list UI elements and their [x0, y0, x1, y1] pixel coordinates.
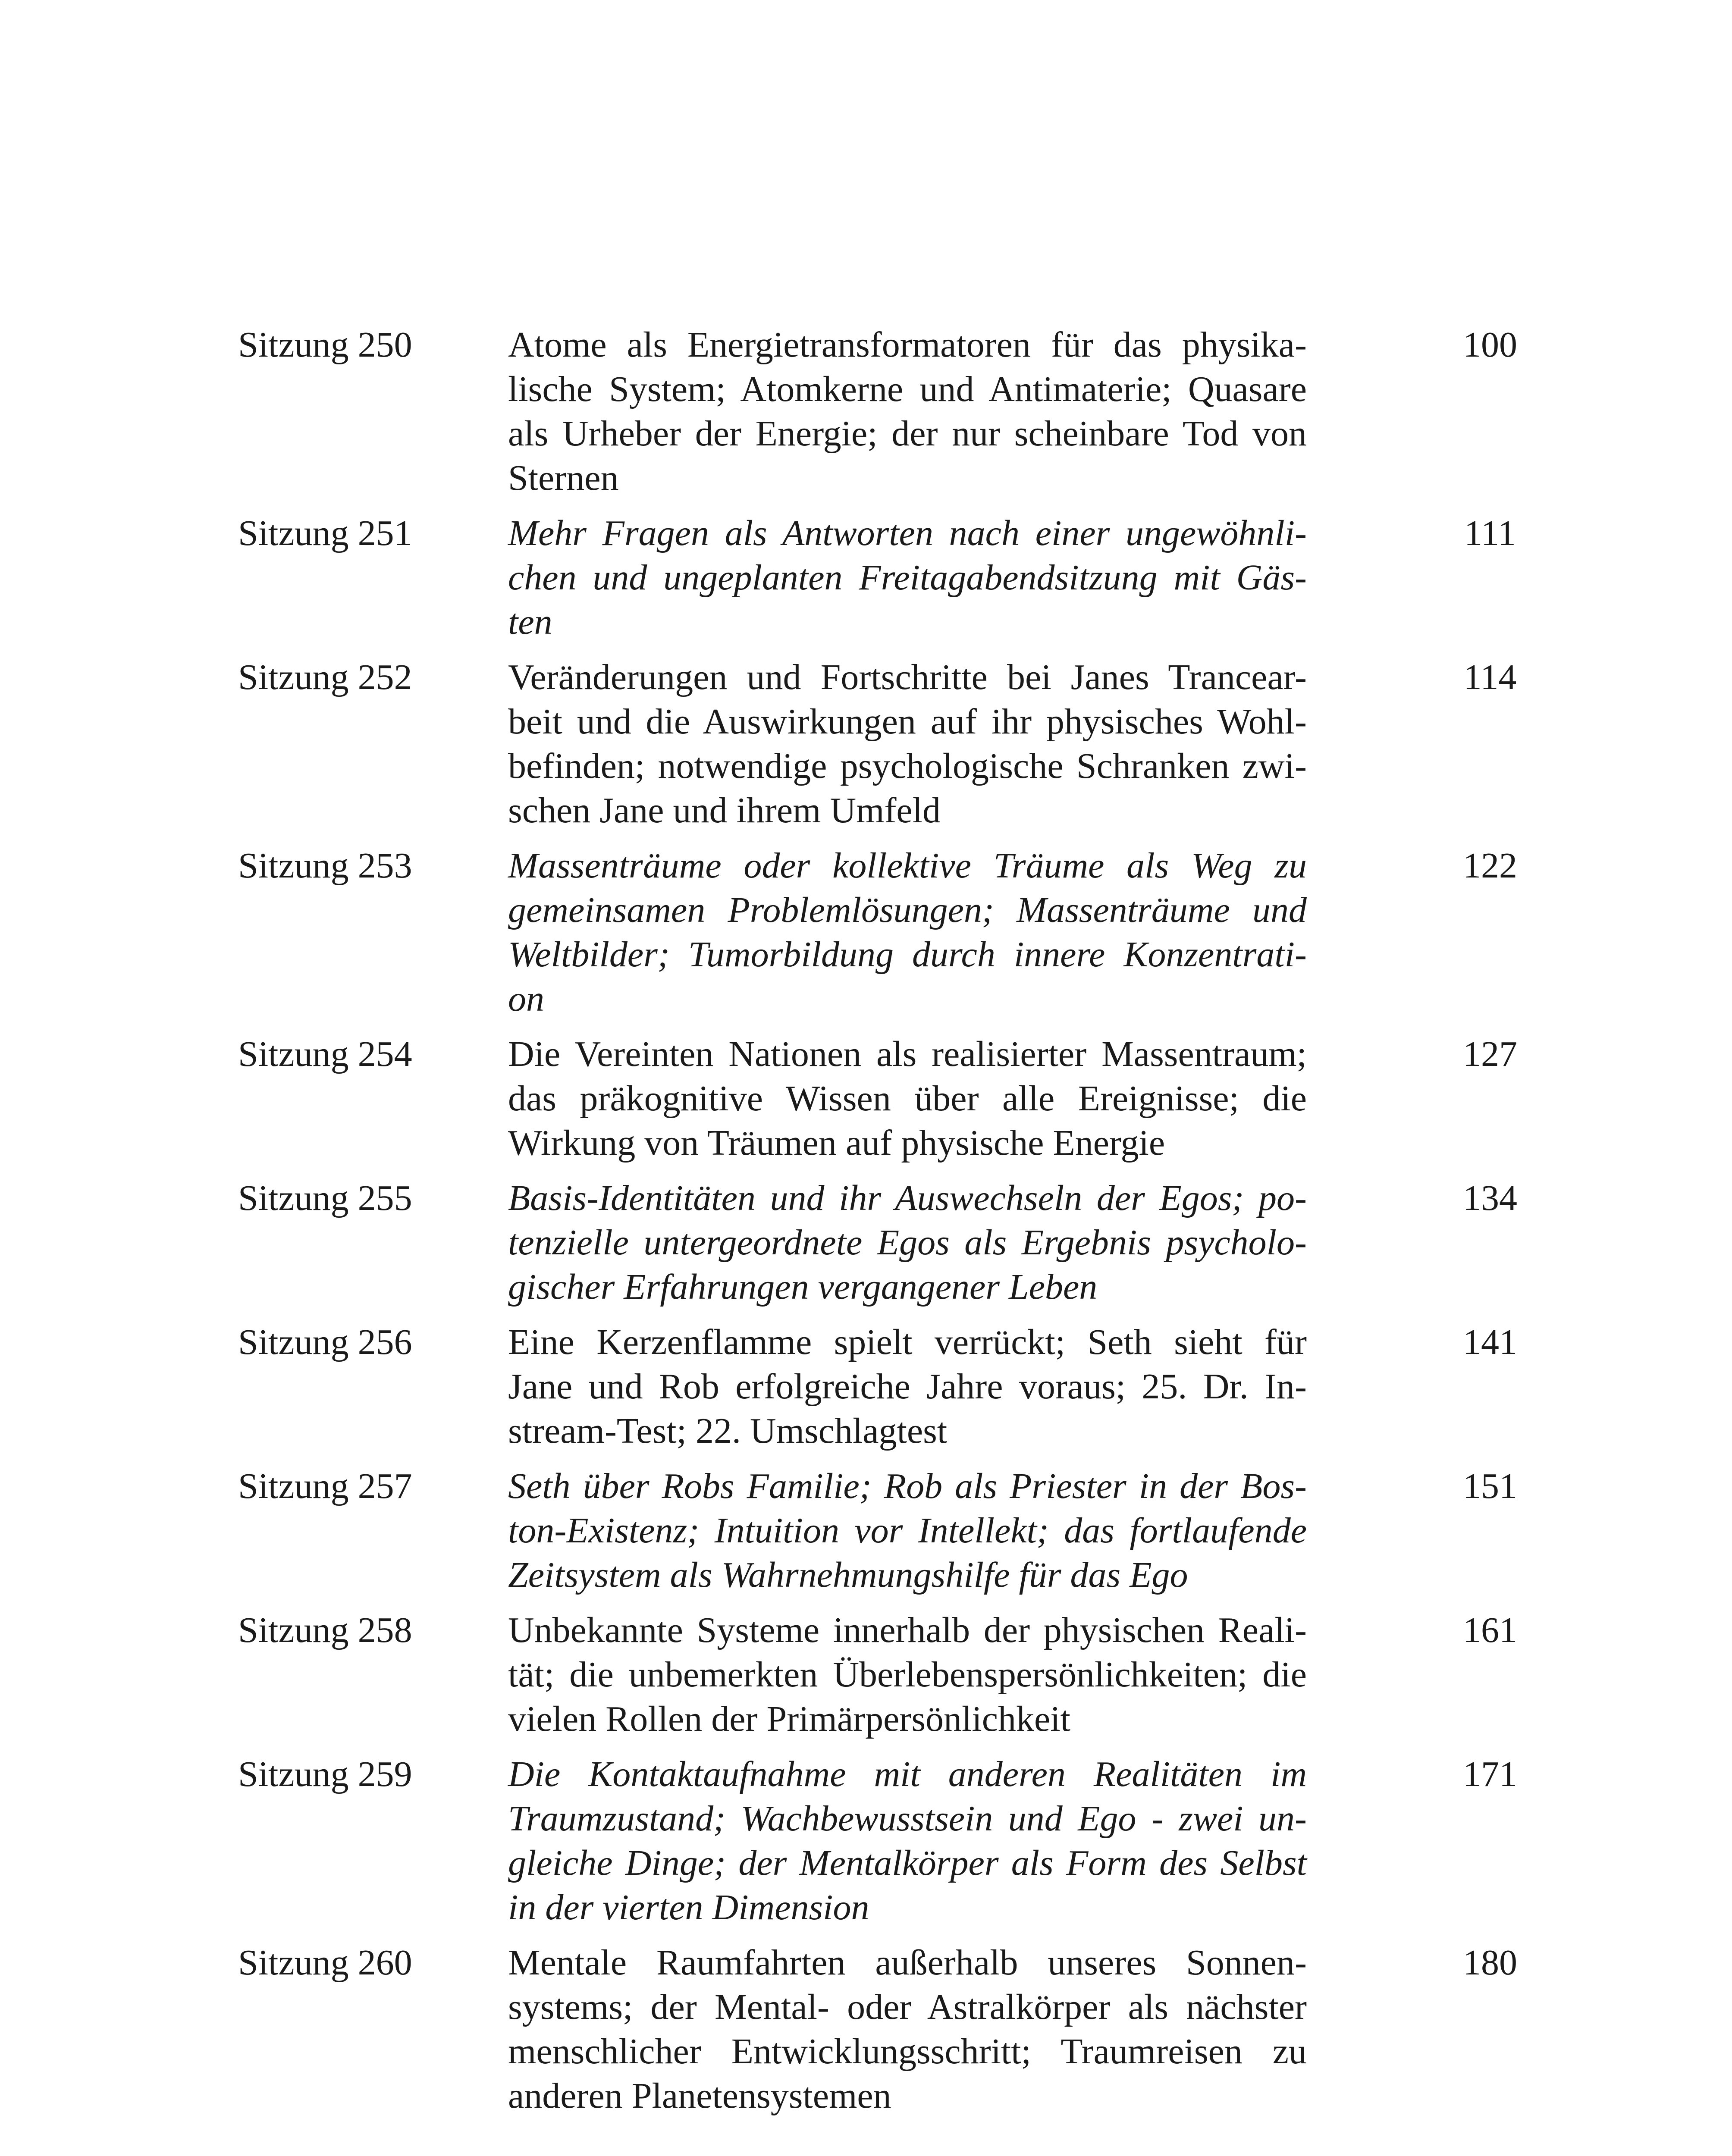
toc-entry-page-number: 114 — [1463, 657, 1517, 697]
toc-entry-description-line: systems; der Mental- oder Astralkörper als nächster — [508, 1987, 1307, 2027]
toc-entry-description — [508, 323, 1307, 500]
toc-entry-description-line: Unbekannte Systeme innerhalb der physischen Reali- — [508, 1610, 1307, 1650]
toc-entry-description-line: tenzielle untergeordnete Egos als Ergebnis psycholo- — [508, 1222, 1307, 1263]
toc-entry-description — [508, 1608, 1307, 1741]
toc-entry-page-number: 180 — [1463, 1943, 1517, 1983]
toc-entry-description-line: Mentale Raumfahrten außerhalb unseres Sonnen- — [508, 1943, 1307, 1983]
toc-entry-description — [508, 1940, 1307, 2118]
toc-entry-description-line: lische System; Atomkerne und Antimaterie; Quasare — [508, 369, 1307, 409]
toc-entry-session-label: Sitzung 259 — [238, 1754, 412, 1794]
toc-entry-description-line: ten — [508, 602, 552, 642]
toc-entry-description-line: beit und die Auswirkungen auf ihr physisches Wohl- — [508, 702, 1307, 742]
toc-entry-description — [508, 655, 1307, 833]
toc-entry-description-line: das präkognitive Wissen über alle Ereignisse; die — [508, 1078, 1307, 1119]
toc-entry-description-line: Zeitsystem als Wahrnehmungshilfe für das Ego — [508, 1555, 1188, 1595]
toc-entry-description-line: Massenträume oder kollektive Träume als Weg zu — [508, 846, 1307, 886]
toc-entry-description-line: gemeinsamen Problemlösungen; Massenträume und — [508, 890, 1307, 930]
toc-entry-session-label: Sitzung 255 — [238, 1178, 412, 1218]
toc-entry-description-line: chen und ungeplanten Freitagabendsitzung mit Gäs- — [508, 558, 1307, 598]
toc-entry-page-number: 100 — [1463, 325, 1517, 365]
toc-entry-description-line: schen Jane und ihrem Umfeld — [508, 790, 941, 830]
toc-entry-description-line: Die Vereinten Nationen als realisierter Massentraum; — [508, 1034, 1307, 1074]
toc-entry-description — [508, 511, 1307, 644]
toc-entry-description — [508, 843, 1307, 1021]
toc-entry-session-label: Sitzung 250 — [238, 325, 412, 365]
toc-entry-description — [508, 1752, 1307, 1930]
toc-entry-session-label: Sitzung 260 — [238, 1943, 412, 1983]
toc-entry-description-line: Weltbilder; Tumorbildung durch innere Konzentrati- — [508, 934, 1307, 975]
toc-entry-description-line: Sternen — [508, 458, 619, 498]
toc-entry-description-line: Die Kontaktaufnahme mit anderen Realitäten im — [508, 1754, 1307, 1794]
toc-entry-description-line: Wirkung von Träumen auf physische Energie — [508, 1123, 1165, 1163]
toc-entry-description — [508, 1464, 1307, 1597]
toc-entry-session-label: Sitzung 258 — [238, 1610, 412, 1650]
toc-entry-session-label: Sitzung 256 — [238, 1322, 412, 1362]
toc-entry-description-line: tät; die unbemerkten Überlebenspersönlichkeiten; die — [508, 1655, 1307, 1695]
toc-entry-description-line: Mehr Fragen als Antworten nach einer ungewöhnli- — [508, 513, 1307, 553]
toc-entry-page-number: 134 — [1463, 1178, 1517, 1218]
toc-entry-description-line: vielen Rollen der Primärpersönlichkeit — [508, 1699, 1070, 1739]
toc-entry-page-number: 141 — [1463, 1322, 1517, 1362]
toc-entry-page-number: 111 — [1464, 513, 1516, 553]
toc-entry-description-line: in der vierten Dimension — [508, 1887, 869, 1927]
toc-entry-description-line: Seth über Robs Familie; Rob als Priester in der Bos- — [508, 1466, 1307, 1506]
toc-entry-description-line: Traumzustand; Wachbewusstsein und Ego - zwei un- — [508, 1799, 1307, 1839]
toc-entry-description — [508, 1176, 1307, 1309]
toc-entry-description-line: Atome als Energietransformatoren für das physika- — [508, 325, 1307, 365]
toc-entry-session-label: Sitzung 254 — [238, 1034, 412, 1074]
toc-entry-description — [508, 1032, 1307, 1165]
toc-entry-session-label: Sitzung 257 — [238, 1466, 412, 1506]
toc-entry-description-line: Basis-Identitäten und ihr Auswechseln der Egos; po- — [508, 1178, 1307, 1218]
toc-entry-description-line: Eine Kerzenflamme spielt verrückt; Seth sieht für — [508, 1322, 1307, 1362]
toc-entry-description-line: Jane und Rob erfolgreiche Jahre voraus; 25. Dr. In- — [508, 1366, 1307, 1407]
toc-entry-session-label: Sitzung 251 — [238, 513, 412, 553]
toc-entry-description-line: on — [508, 979, 544, 1019]
toc-entry-description-line: Veränderungen und Fortschritte bei Janes Trancear- — [508, 657, 1307, 697]
toc-entry-page-number: 122 — [1463, 846, 1517, 886]
toc-entry-page-number: 151 — [1463, 1466, 1517, 1506]
toc-entry-session-label: Sitzung 252 — [238, 657, 412, 697]
toc-entry-page-number: 127 — [1463, 1034, 1517, 1074]
toc-entry-description-line: befinden; notwendige psychologische Schranken zwi- — [508, 746, 1307, 786]
toc-entry-page-number: 161 — [1463, 1610, 1517, 1650]
toc-entry-description-line: anderen Planetensystemen — [508, 2076, 891, 2116]
toc-entry-description-line: menschlicher Entwicklungsschritt; Traumreisen zu — [508, 2031, 1307, 2071]
toc-entry-page-number: 171 — [1463, 1754, 1517, 1794]
toc-entry-description-line: gleiche Dinge; der Mentalkörper als Form des Selbst — [508, 1843, 1307, 1883]
toc-entry-description — [508, 1320, 1307, 1453]
toc-entry-description-line: gischer Erfahrungen vergangener Leben — [508, 1267, 1098, 1307]
toc-entry-description-line: stream-Test; 22. Umschlagtest — [508, 1411, 948, 1451]
toc-entry-description-line: ton-Existenz; Intuition vor Intellekt; das fortlaufende — [508, 1510, 1307, 1551]
toc-entry-session-label: Sitzung 253 — [238, 846, 412, 886]
toc-entry-description-line: als Urheber der Energie; der nur scheinbare Tod von — [508, 414, 1307, 454]
